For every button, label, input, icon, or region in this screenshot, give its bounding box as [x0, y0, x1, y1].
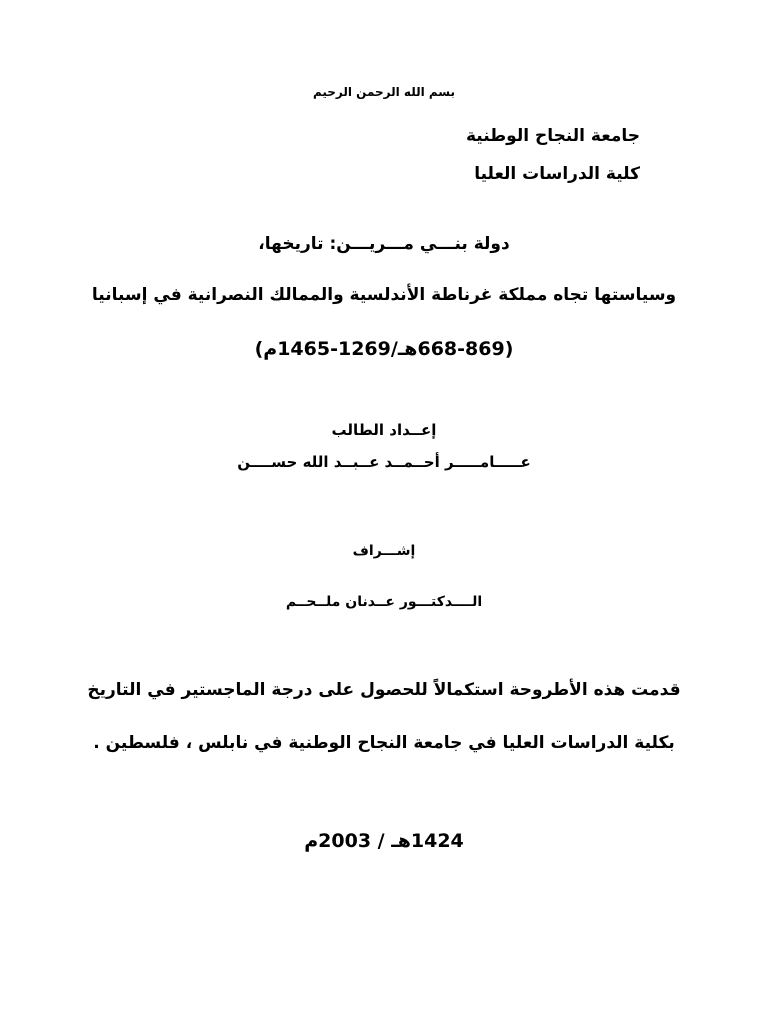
submission-year: 1424هـ / 2003م: [304, 830, 464, 852]
basmala: بسم الله الرحمن الرحيم: [312, 85, 456, 99]
submission-statement-line-1: قدمت هذه الأطروحة استكمالاً للحصول على درجة الماجستير في التاريخ: [87, 680, 681, 700]
supervision-label: إشـــراف: [352, 543, 416, 559]
submission-statement-line-2: بكلية الدراسات العليا في جامعة النجاح الوطنية في نابلس ، فلسطين .: [93, 733, 675, 753]
supervisor-name: الــــدكتـــور عــدنان ملــحــم: [285, 594, 483, 610]
faculty-name: كلية الدراسات العليا: [474, 164, 640, 184]
thesis-dates: (668-869هـ/1269-1465م): [254, 338, 514, 360]
university-name: جامعة النجاح الوطنية: [465, 126, 640, 146]
student-name: عـــــامـــــر أحــمــد عــبــد الله حســــن: [237, 453, 531, 471]
thesis-title-line-1: دولة بنـــي مـــريـــن: تاريخها،: [258, 234, 510, 254]
prepared-by-label: إعــداد الطالب: [331, 421, 437, 439]
thesis-title-line-2: وسياستها تجاه مملكة غرناطة الأندلسية والممالك النصرانية في إسبانيا: [91, 285, 677, 305]
